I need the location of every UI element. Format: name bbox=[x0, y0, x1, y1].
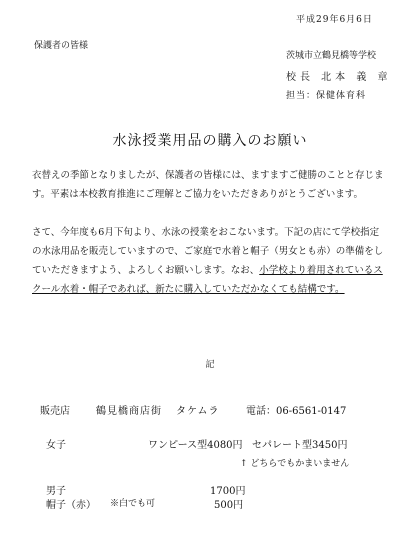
school-name: 茨城市立鶴見橋等学校 bbox=[286, 51, 377, 61]
girls-onepiece-price: ワンピース型4080円 bbox=[148, 440, 243, 451]
cap-note: ※白でも可 bbox=[110, 499, 156, 509]
ki-heading: 記 bbox=[205, 360, 215, 370]
cap-label: 帽子（赤） bbox=[46, 500, 96, 511]
shop-staff: タケムラ bbox=[176, 406, 220, 417]
body-paragraph-2-text: さて、今年度も6月下旬より、水泳の授業をおこないます。下記の店にて学校指定の水泳用品を販売していますので、ご家庭で水着と帽子（男女とも赤）の準備をしていただきますよう、よろしくお願いします。なお、 bbox=[32, 227, 384, 276]
shop-name: 鶴見橋商店街 bbox=[96, 406, 162, 417]
contact-person: 担当：保健体育科 bbox=[286, 91, 367, 101]
cap-price: 500円 bbox=[214, 500, 244, 511]
recipient: 保護者の皆様 bbox=[34, 41, 89, 51]
body-paragraph-2 bbox=[32, 223, 388, 299]
boys-price: 1700円 bbox=[210, 486, 246, 497]
boys-label: 男子 bbox=[46, 486, 66, 497]
body-paragraph-2-underlined: 小学校より着用されているスクール水着・帽子であれば、新たに購入していただかなくても結構です。 bbox=[32, 265, 383, 295]
principal-name: 校長 北本 義 章 bbox=[286, 72, 392, 83]
shop-label: 販売店 bbox=[40, 406, 70, 417]
letter-date: 平成29年6月6日 bbox=[296, 15, 373, 25]
girls-label: 女子 bbox=[46, 440, 66, 451]
shop-phone: 電話：06-6561-0147 bbox=[246, 406, 347, 417]
body-paragraph-1: 衣替えの季節となりましたが、保護者の皆様には、ますますご健勝のことと存じます。平素は本校教育推進にご理解とご協力をいただきありがとうございます。 bbox=[32, 170, 384, 200]
letter-title: 水泳授業用品の購入のお願い bbox=[112, 133, 308, 149]
girls-separate-price: セパレート型3450円 bbox=[252, 440, 348, 451]
either-ok-note: ↑ どちらでもかまいません bbox=[240, 459, 350, 469]
